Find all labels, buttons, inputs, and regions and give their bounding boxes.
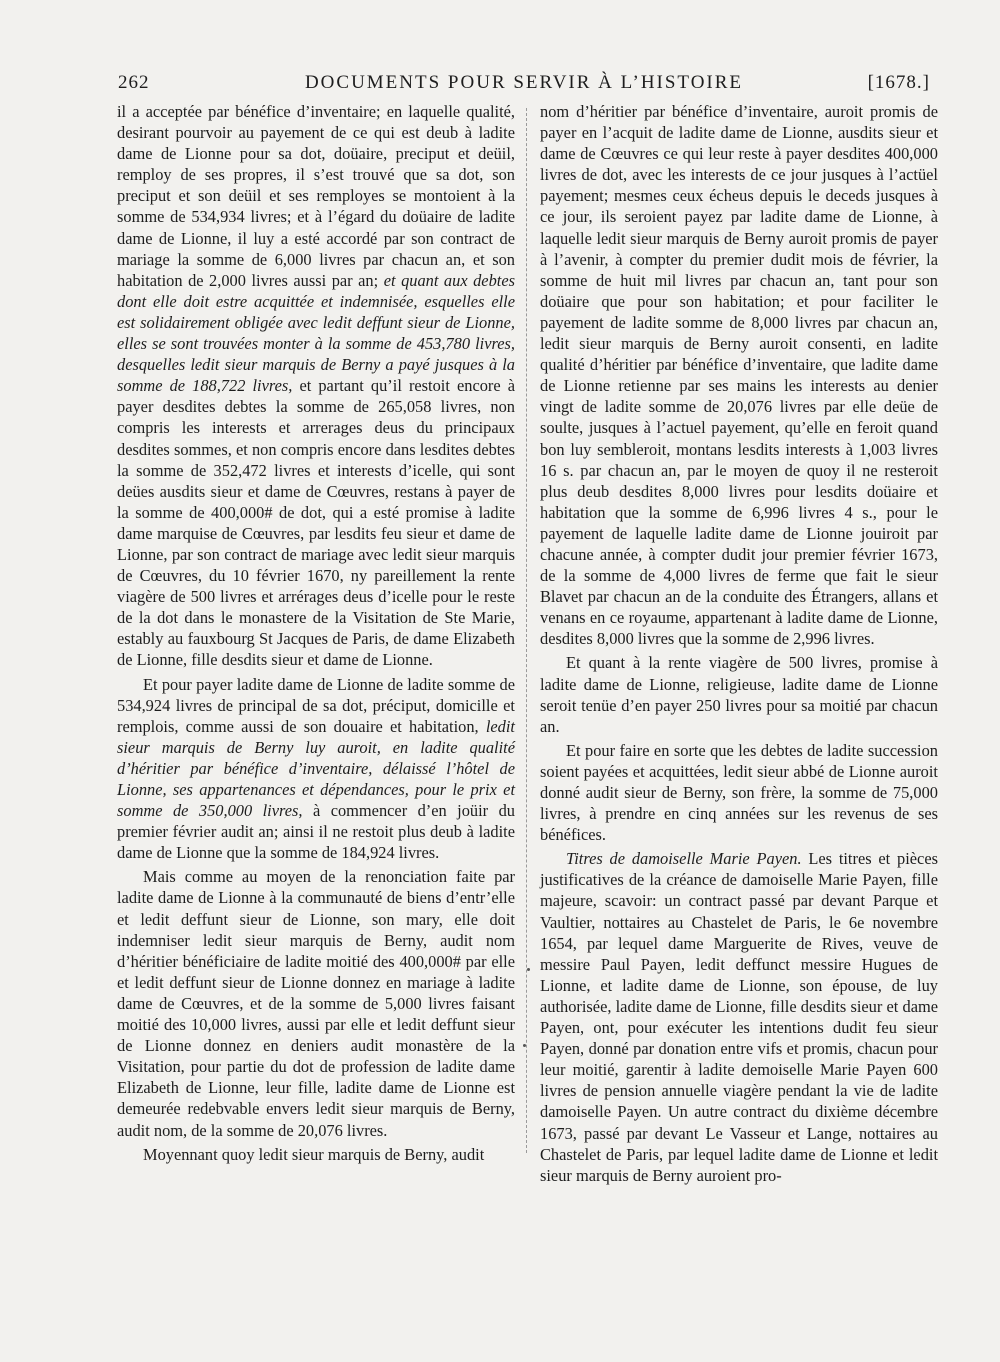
column-divider (526, 108, 528, 1153)
running-header (118, 72, 930, 100)
paragraph: Et pour faire en sorte que les debtes de ladite succession soient payées et acquittées, ledit sieur abbé de Lionne auroit donné audit sieur de Berny, son frère, la somme de 75,000 livres, à prendre en cinq années sur les revenus de ses bénéfices. (540, 740, 938, 845)
right-column (540, 101, 938, 1186)
italic-text-run: et quant aux debtes dont elle doit estre acquittée et indemnisée, esquelles elle est solidairement obligée avec ledit deffunt sieur de Lionne, elles se sont trouvées monter à la somme de 453,780 livres, desquelles ledit sieur marquis de Berny a payé jusques à la somme de 188,722 livres, (117, 270, 515, 396)
paragraph: Mais comme au moyen de la renonciation faite par ladite dame de Lionne à la communauté de biens d’entr’elle et ledit deffunt sieur de Lionne, son mary, elle doit indemniser ledit sieur marquis de Berny, audit nom d’héritier bénéficiaire de ladite moitié des 400,000# par elle et ledit deffunt sieur de Lionne donnez en mariage à ladite dame de Cœuvres, et de la somme de 5,000 livres faisant moitié des 10,000 livres, aussi par elle et ledit deffunt sieur de Lionne donnez en deniers audit monastère de la Visitation, pour partie du dot de profession de ladite dame Elizabeth de Lionne, leur fille, ladite dame de Lionne est demeurée redebvable envers ledit sieur marquis de Berny, audit nom, de la somme de 20,076 livres. (117, 867, 515, 1140)
section-heading: Titres de damoiselle Marie Payen. (566, 849, 802, 869)
year-marker: [1678.] (867, 72, 930, 93)
paragraph (117, 101, 515, 671)
paragraph: nom d’héritier par bénéfice d’inventaire, auroit promis de payer en l’acquit de ladite dame de Lionne, ausdits sieur et dame de Cœuvres ce qui leur reste à payer desdites 400,000 livres de dot, avec les interests de ce jour jusques à l’actüel payement; mesmes ceux écheus depuis le deceds jusques à ce jour, ils seroient payez par ladite dame de Lionne, à laquelle ledit sieur marquis de Berny auroit promis de payer à l’avenir, à compter du premier dudit mois de février, la somme de huit mil livres par chacun an, tant pour son doüaire que pour son habitation; et pour faciliter le payement de ladite somme de 8,000 livres par chacun an, ledit sieur marquis de Berny auroit consenti, en ladite qualité d’héritier par bénéfice d’inventaire, que ladite dame de Lionne retienne par ses mains les interests au denier vingt de ladite somme de 20,076 livres par elle deüe de soulte, jusques à l’actuel payement, qu’elle en feroit quand bon luy sembleroit, montans lesdits interests à 1,003 livres 16 s. par chacun an, par le moyen de quoy il ne resteroit plus deub desdites 8,000 livres pour lesdits doüaire et habitation que la somme de 6,996 livres 4 s., pour le payement de laquelle ladite dame de Lionne jouiroit par chacune année, à compter dudit jour premier février 1673, de la somme de 4,000 livres de ferme que fait le sieur Blavet par chacun an de la conduite des Étrangers, allans et venans en ce royaume, appartenant à ladite dame de Lionne, desdites 8,000 livres que la somme de 2,996 livres. (540, 102, 938, 649)
paragraph: Moyennant quoy ledit sieur marquis de Berny, audit (143, 1144, 485, 1164)
ink-speck (523, 1044, 526, 1047)
page-number: 262 (118, 72, 150, 93)
paragraph: Et quant à la rente viagère de 500 livres, promise à ladite dame de Lionne, religieuse, ladite dame de Lionne seroit tenüe d’en payer 250 livres pour sa moitié par chacun an. (540, 653, 938, 736)
text-run: il a acceptée par bénéfice d’inventaire; en laquelle qualité, desirant pourvoir au payement de ce qui est deub à ladite dame de Lionne pour sa dot, doüaire, preciput et deüil, remploy de ses propres, il s’est trouvé que sa dot, son preciput et son deüil et ses remployes se montoient à la somme de 534,934 livres; et à l’égard du doüaire de ladite dame de Lionne, il luy a esté accordé par son contract de mariage la somme de 6,000 livres par chacun an, et son habitation de 2,000 livres aussi par an; (117, 102, 515, 290)
text-run: Et pour payer ladite dame de Lionne de ladite somme de 534,924 livres de principal de sa dot, préciput, domicille et remplois, comme aussi de son douaire et habitation, (117, 674, 515, 736)
italic-text-run: ledit sieur marquis de Berny luy auroit, en ladite qualité d’héritier par bénéfice d’inventaire, délaissé l’hôtel de Lionne, ses appartenances et dépendances, pour le prix et somme de 350,000 livres, (117, 716, 515, 821)
running-title: DOCUMENTS POUR SERVIR À L’HISTOIRE (304, 72, 744, 93)
ink-speck (527, 968, 530, 971)
paragraph (117, 674, 515, 864)
text-run: à commencer d’en joüir du premier février audit an; ainsi il ne restoit plus deub à ladite dame de Lionne que la somme de 184,924 livres. (117, 801, 515, 863)
text-run: et partant qu’il restoit encore à payer desdites debtes la somme de 265,058 livres, non compris les interests et arrerages deus du principaux desdites sommes, et non compris encore dans lesdites debtes la somme de 352,472 livres et interests d’icelle, qui sont deües ausdits sieur et dame de Cœuvres, restans à payer de la somme de 400,000# de dot, qui a esté promise à ladite dame marquise de Cœuvres, par lesdits feu sieur et dame de Lionne, par son contract de mariage avec ledit sieur marquis de Cœuvres, du 10 février 1670, ny pareillement la rente viagère de 500 livres et arrérages deus d’icelle pour le reste de la dot dans le monastere de la Visitation de Ste Marie, estably au fauxbourg St Jacques de Paris, de dame Elizabeth de Lionne, fille desdits sieur et dame de Lionne. (117, 376, 515, 670)
paragraph (540, 848, 938, 1186)
text-run: Les titres et pièces justificatives de la créance de damoiselle Marie Payen, fille majeure, scavoir: un contract passé par devant Parque et Vaultier, nottaires au Chastelet de Paris, le 6e novembre 1654, par lequel dame Marguerite de Rives, veuve de messire Paul Payen, ledit deffunct messire Hugues de Lionne, et ladite dame de Lionne, son épouse, de luy authorisée, ladite dame de Lionne, fille desdits sieur et dame Payen, ont, pour exécuter les intentions dudit feu sieur Payen, donné par donation entre vifs et promis, chacun pour leur moitié, garentir à ladite demoiselle Marie Payen 600 livres de pension annuelle viagère pendant la vie de ladite damoiselle Payen. Un autre contract du dixième décembre 1673, passé par devant Le Vasseur et Lange, nottaires au Chastelet de Paris, par lequel ladite dame de Lionne et ledit sieur marquis de Berny auroient pro- (540, 849, 938, 1185)
left-column (117, 101, 515, 1165)
